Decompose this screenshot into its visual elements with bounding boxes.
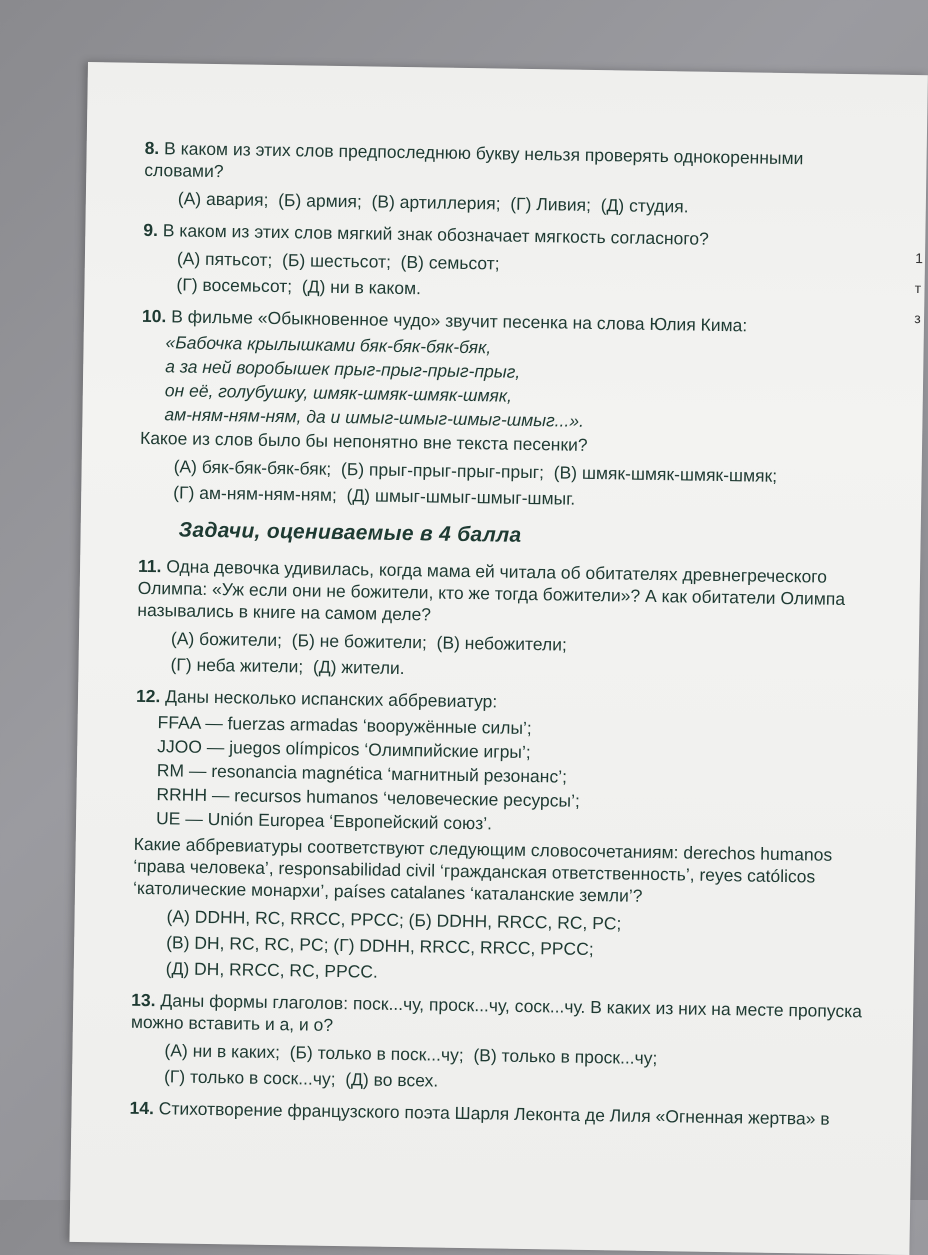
question-number: 8. [144,137,160,159]
abbreviation-list [156,711,876,840]
abbreviation-item: RM — resonancia magnética ‘магнитный резонанс’; [156,760,568,787]
question-number: 11. [137,555,162,577]
lyrics-line: он её, голубушку, шмяк-шмяк-шмяк-шмяк, [164,380,513,406]
option-b: (Б) шестьсот; [281,250,392,272]
option-d: (Д) жители. [312,656,405,679]
lyrics-line: а за ней воробышек прыг-прыг-прыг-прыг, [165,356,521,382]
question-13 [130,989,871,1099]
option-a: (А) бяк-бяк-бяк-бяк; [173,456,332,479]
abbreviation-item: FFAA — fuerzas armadas ‘вооружённые силы’; [157,712,532,739]
option-g: (Г) Ливия; [510,193,592,215]
abbreviation-item: RRHH — recursos humanos ‘человеческие ресурсы’; [156,784,580,811]
option-b: (Б) только в поск...чу; [289,1042,464,1066]
option-a: (А) пятьсот; [176,248,273,270]
song-lyrics [164,331,881,436]
option-b: (Б) не божители; [291,630,428,653]
question-number: 14. [129,1097,155,1119]
option-d: (Д) во всех. [345,1069,439,1091]
question-number: 12. [135,685,161,707]
option-v: (В) шмяк-шмяк-шмяк-шмяк; [553,462,778,486]
option-g: (Г) неба жители; [170,654,304,677]
question-number: 9. [143,219,159,241]
question-text: Даны несколько испанских аббревиатур: [165,686,498,712]
lyrics-line: ам-ням-ням-ням, да и шмыг-шмыг-шмыг-шмыг...». [164,404,585,431]
question-text: Одна девочка удивилась, когда мама ей читала об обитателях древнегреческого Олимпа: «Уж если они не божители, кто же тогда божители»? А как обитатели Олимпа назывались в книге на самом деле? [137,556,846,625]
question-10 [139,305,882,515]
question-text: В каком из этих слов предпоследнюю букву нельзя проверять однокоренными словами? [144,138,804,182]
option-b: (Б) прыг-прыг-прыг-прыг; [340,459,545,483]
sub-question: Какое из слов было бы непонятно вне текста песенки? [139,427,588,455]
paper-sheet [69,62,927,1255]
question-12 [132,685,877,991]
answer-options [178,187,884,220]
sub-question: Какие аббревиатуры соответствуют следующим словосочетаниям: derechos humanos ‘права человека’, responsabilidad civil ‘гражданская ответственность’, reyes católicos ‘католические монархи’, países catalanes ‘каталанские земли’? [132,833,833,906]
question-text: Даны формы глаголов: поск...чу, проск...чу, соск...чу. В каких из них на месте пропуска можно вставить и а, и о? [130,990,863,1035]
page-content [129,137,884,1141]
abbreviation-item: UE — Unión Europea ‘Европейский союз’. [155,808,493,834]
option-d: (Д) ни в каком. [301,276,422,299]
option-v: (В) артиллерия; [371,191,501,214]
answer-options [170,627,877,686]
option-a: (А) ни в каких; [164,1040,281,1063]
option-v: (В) только в проск...чу; [473,1045,658,1069]
next-page-edge-marks: 1 т з [914,250,924,327]
lyrics-line: «Бабочка крылышками бяк-бяк-бяк-бяк, [165,332,492,358]
section-heading: Задачи, оцениваемые в 4 балла [178,518,522,547]
option-a: (А) божители; [170,628,283,651]
option-g: (Г) ам-ням-ням-ням; [173,482,338,505]
option-d: (Д) шмыг-шмыг-шмыг-шмыг. [346,485,576,509]
option-g: (Г) только в соск...чу; [163,1066,336,1090]
question-14 [129,1097,869,1131]
abbreviation-item: JJOO — juegos olímpicos ‘Олимпийские игры’; [157,736,531,763]
answer-options [176,247,883,306]
question-number: 13. [131,989,156,1011]
option-d: (Д) студия. [600,195,689,217]
question-9 [142,219,883,307]
option-g: (Г) восемьсот; [176,274,293,297]
question-number: 10. [141,305,167,327]
question-text: Стихотворение французского поэта Шарля Леконта де Лиля «Огненная жертва» в [158,1098,830,1129]
question-8 [144,137,885,221]
answer-options [173,455,880,514]
option-v: (В) семьсот; [400,251,500,274]
answer-options [166,905,873,990]
question-text: В фильме «Обыкновенное чудо» звучит песенка на слова Юлия Кима: [171,306,748,336]
question-11 [136,555,878,687]
option-line: (В) DH, RC, RC, PC; (Г) DDHH, RRCC, RRCC, PPCC; [166,932,594,960]
option-line: (А) DDHH, RC, RRCC, PPCC; (Б) DDHH, RRCC, RC, PC; [166,906,622,934]
option-v: (В) небожители; [436,632,567,655]
question-text: В каком из этих слов мягкий знак обозначает мягкость согласного? [162,220,709,249]
answer-options [164,1039,871,1098]
option-b: (Б) армия; [278,190,362,212]
option-a: (А) авария; [177,188,269,210]
option-line: (Д) DH, RRCC, RC, PPCC. [165,958,379,982]
